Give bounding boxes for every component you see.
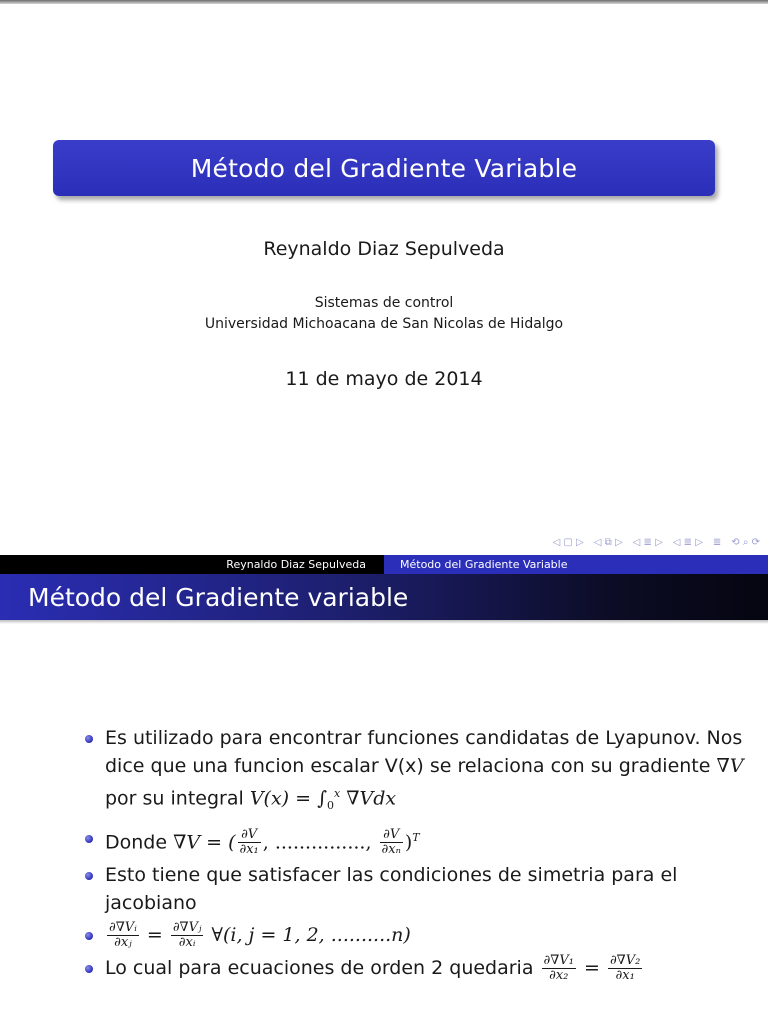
title-slide [0,4,768,554]
author-name: Reynaldo Diaz Sepulveda [263,238,505,260]
list-item: Lo cual para ecuaciones de orden 2 quedaria $\frac{\text{∂∇V₁}}{\text{∂x₂}}$ = $\frac{\text{∂∇V₂}}{\text{∂x₁}}$ [84,954,744,983]
frame-title-shadow [0,620,768,624]
nav-document-icon[interactable]: ≣ [712,537,722,548]
fraction: $\frac{\text{∂∇Vᵢ}}{\text{∂xⱼ}}$ [109,920,137,951]
nav-frame-icon[interactable]: ◁ ⧉ ▷ [593,537,623,548]
title-box [53,140,715,196]
institute-department: Sistemas de control [314,295,454,311]
presentation-title: Método del Gradiente Variable [190,153,578,183]
fraction: $\frac{\partial V}{\text{∂xₙ}}$ [381,827,401,858]
list-item: Donde ∇V = ( $\frac{\partial V}{\text{∂x₁}}$ , ..............., $\frac{\partial V}{\text{∂xₙ}}$ )$^T$ [84,824,744,857]
fraction: $\frac{\text{∂∇V₁}}{\text{∂x₂}}$ [543,953,574,984]
bullet-list [84,724,744,987]
fraction: $\frac{\partial V}{\text{∂x₁}}$ [239,827,259,858]
list-item: $\frac{\text{∂∇Vᵢ}}{\text{∂xⱼ}}$ = $\frac{\text{∂∇Vⱼ}}{\text{∂xᵢ}}$ ∀(i, j = 1, 2, ..........n) [84,921,744,950]
beamer-navigation [553,537,760,548]
nav-section-icon[interactable]: ◁ ≣ ▷ [672,537,703,548]
frame-title: Método del Gradiente variable [0,574,768,620]
fraction: $\frac{\text{∂∇Vⱼ}}{\text{∂xᵢ}}$ [172,920,202,951]
headline-title: Método del Gradiente Variable [384,555,768,574]
presentation-date: 11 de mayo de 2014 [285,368,483,390]
nav-search-icon[interactable]: ⟲ ⌕ ⟳ [731,537,760,548]
institute-university: Universidad Michoacana de San Nicolas de Hidalgo [204,316,564,332]
nav-subsection-icon[interactable]: ◁ ≣ ▷ [632,537,663,548]
headline-author: Reynaldo Diaz Sepulveda [0,555,384,574]
fraction: $\frac{\text{∂∇V₂}}{\text{∂x₁}}$ [609,953,641,984]
headline-bar [0,555,768,574]
nav-slide-icon[interactable]: ◁ ▢ ▷ [552,537,584,548]
list-item: Esto tiene que satisfacer las condiciones de simetria para el jacobiano [84,861,744,917]
list-item: Es utilizado para encontrar funciones candidatas de Lyapunov. Nos dice que una funcion escalar V(x) se relaciona con su gradiente ∇V por su integral $V(x) = \int_0^x$ ∇Vdx [84,724,744,820]
